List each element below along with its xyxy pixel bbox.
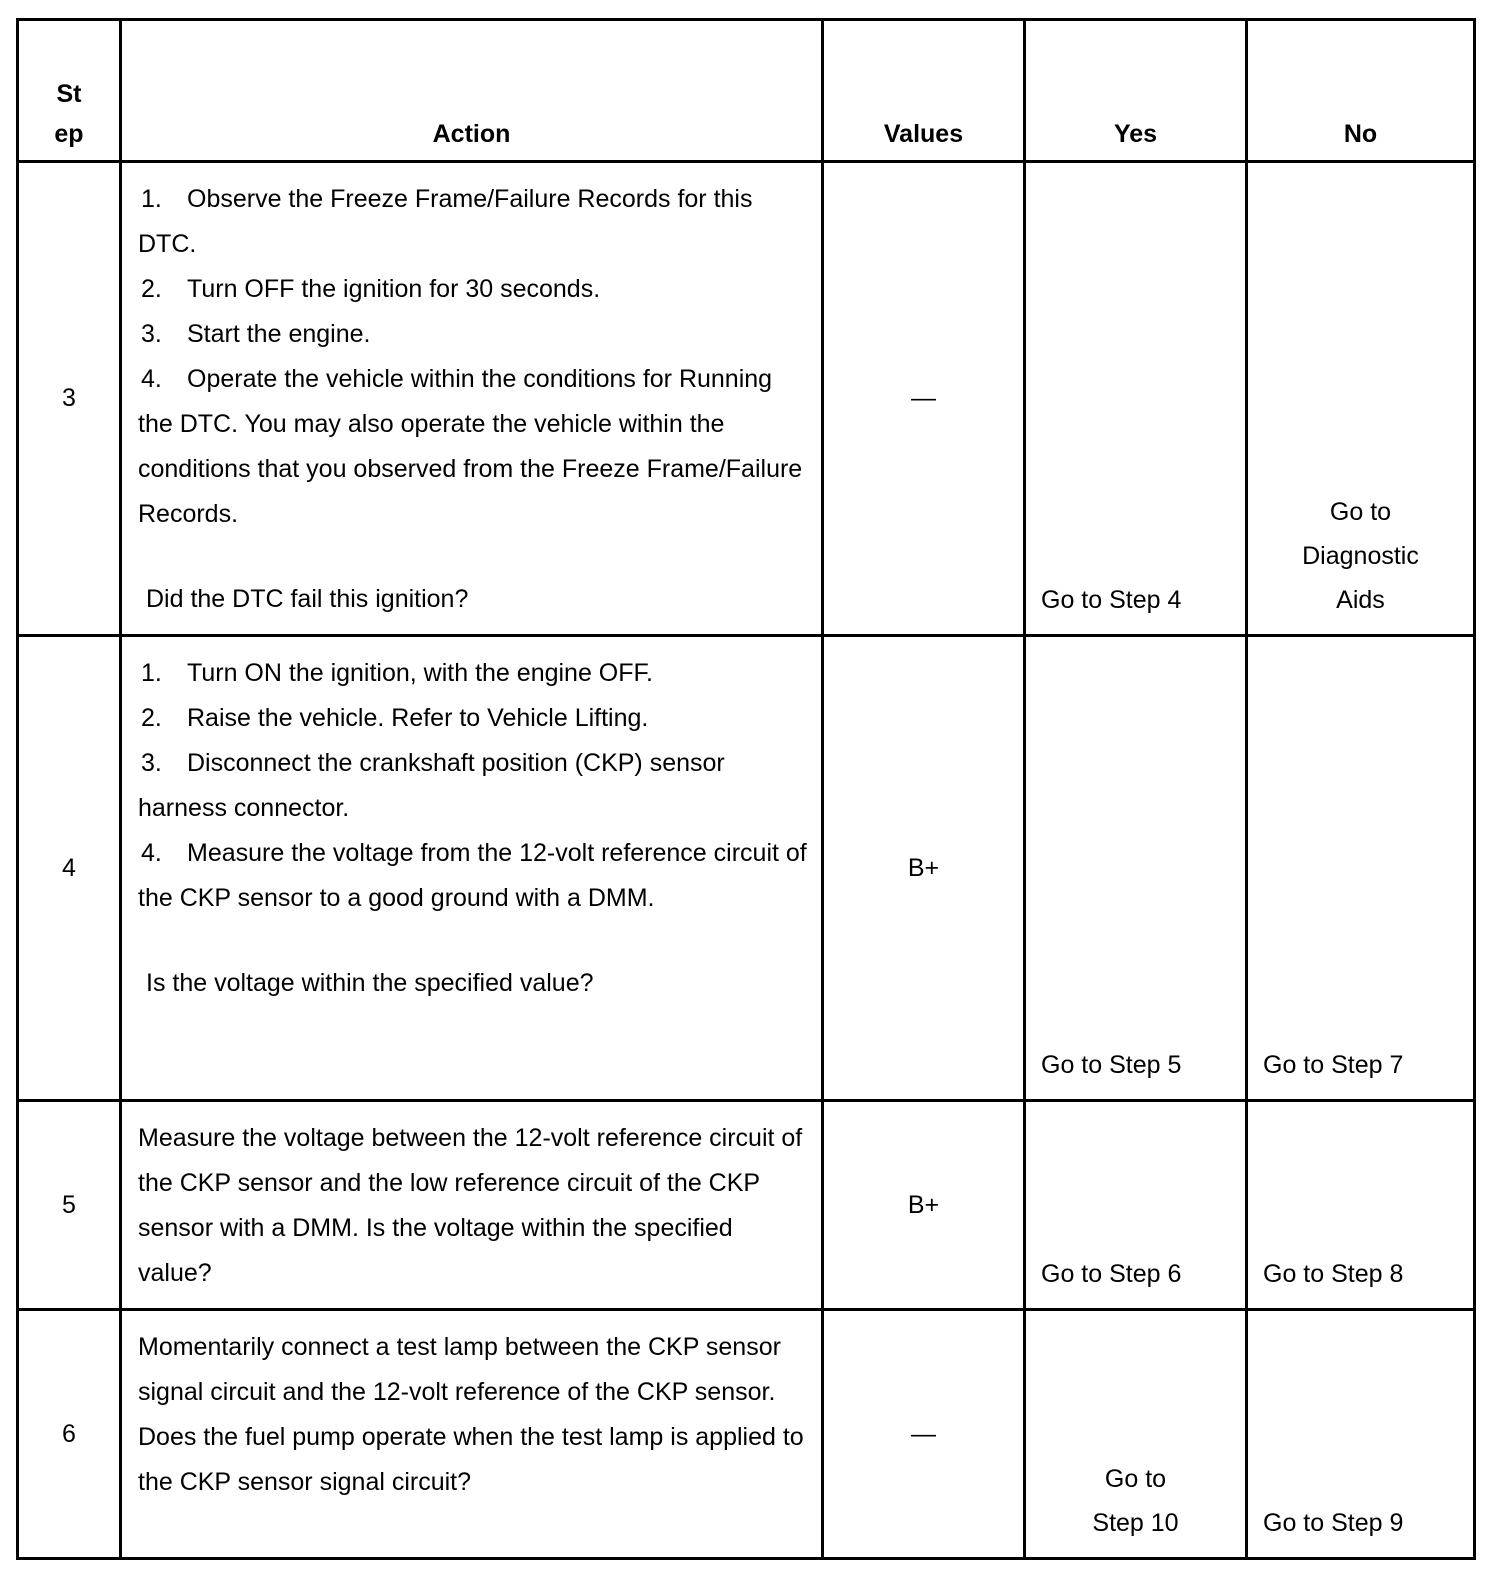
no-cell: Go to Step 7 — [1247, 636, 1475, 1101]
yes-cell: Go to Step 5 — [1025, 636, 1247, 1101]
values-cell: B+ — [823, 1101, 1025, 1310]
action-item: 1. Observe the Freeze Frame/Failure Records for this DTC. — [138, 185, 753, 258]
step-number: 5 — [18, 1101, 121, 1310]
yes-cell: Go to Step 10 — [1025, 1310, 1247, 1559]
step-number: 6 — [18, 1310, 121, 1559]
action-item: 3. Start the engine. — [141, 320, 371, 348]
action-cell — [121, 162, 823, 636]
header-values: Values — [823, 20, 1025, 162]
action-text: Momentarily connect a test lamp between the CKP sensor signal circuit and the 12-volt reference of the CKP sensor. Does the fuel pump operate when the test lamp is applied to the CKP sensor signal circuit? — [138, 1333, 804, 1496]
header-yes: Yes — [1025, 20, 1247, 162]
action-item: 1. Turn ON the ignition, with the engine OFF. — [141, 659, 653, 687]
header-action: Action — [121, 20, 823, 162]
values-cell: — — [823, 1310, 1025, 1559]
yes-cell: Go to Step 4 — [1025, 162, 1247, 636]
action-item: 2. Turn OFF the ignition for 30 seconds. — [141, 275, 601, 303]
table-row — [18, 1101, 1475, 1310]
table-header-row — [18, 20, 1475, 162]
no-cell: Go to Step 9 — [1247, 1310, 1475, 1559]
step-number: 3 — [18, 162, 121, 636]
header-no: No — [1247, 20, 1475, 162]
action-cell — [121, 1101, 823, 1310]
values-cell: B+ — [823, 636, 1025, 1101]
diagnostic-table — [16, 18, 1476, 1560]
action-item: 4. Measure the voltage from the 12-volt reference circuit of the CKP sensor to a good ground with a DMM. — [138, 839, 807, 912]
action-item: 3. Disconnect the crankshaft position (CKP) sensor harness connector. — [138, 749, 725, 822]
table-row — [18, 636, 1475, 1101]
header-step: St ep — [18, 20, 121, 162]
action-question: Is the voltage within the specified value? — [146, 969, 594, 997]
table-row — [18, 162, 1475, 636]
yes-cell: Go to Step 6 — [1025, 1101, 1247, 1310]
action-cell — [121, 1310, 823, 1559]
action-item: 4. Operate the vehicle within the conditions for Running the DTC. You may also operate the vehicle within the conditions that you observed from the Freeze Frame/Failure Records. — [138, 365, 803, 528]
no-cell: Go to Step 8 — [1247, 1101, 1475, 1310]
values-cell: — — [823, 162, 1025, 636]
table-row — [18, 1310, 1475, 1559]
action-text: Measure the voltage between the 12-volt reference circuit of the CKP sensor and the low reference circuit of the CKP sensor with a DMM. Is the voltage within the specified value? — [138, 1124, 803, 1287]
no-cell: Go to Diagnostic Aids — [1247, 162, 1475, 636]
action-question: Did the DTC fail this ignition? — [146, 585, 469, 613]
step-number: 4 — [18, 636, 121, 1101]
action-cell — [121, 636, 823, 1101]
action-item: 2. Raise the vehicle. Refer to Vehicle Lifting. — [141, 704, 649, 732]
